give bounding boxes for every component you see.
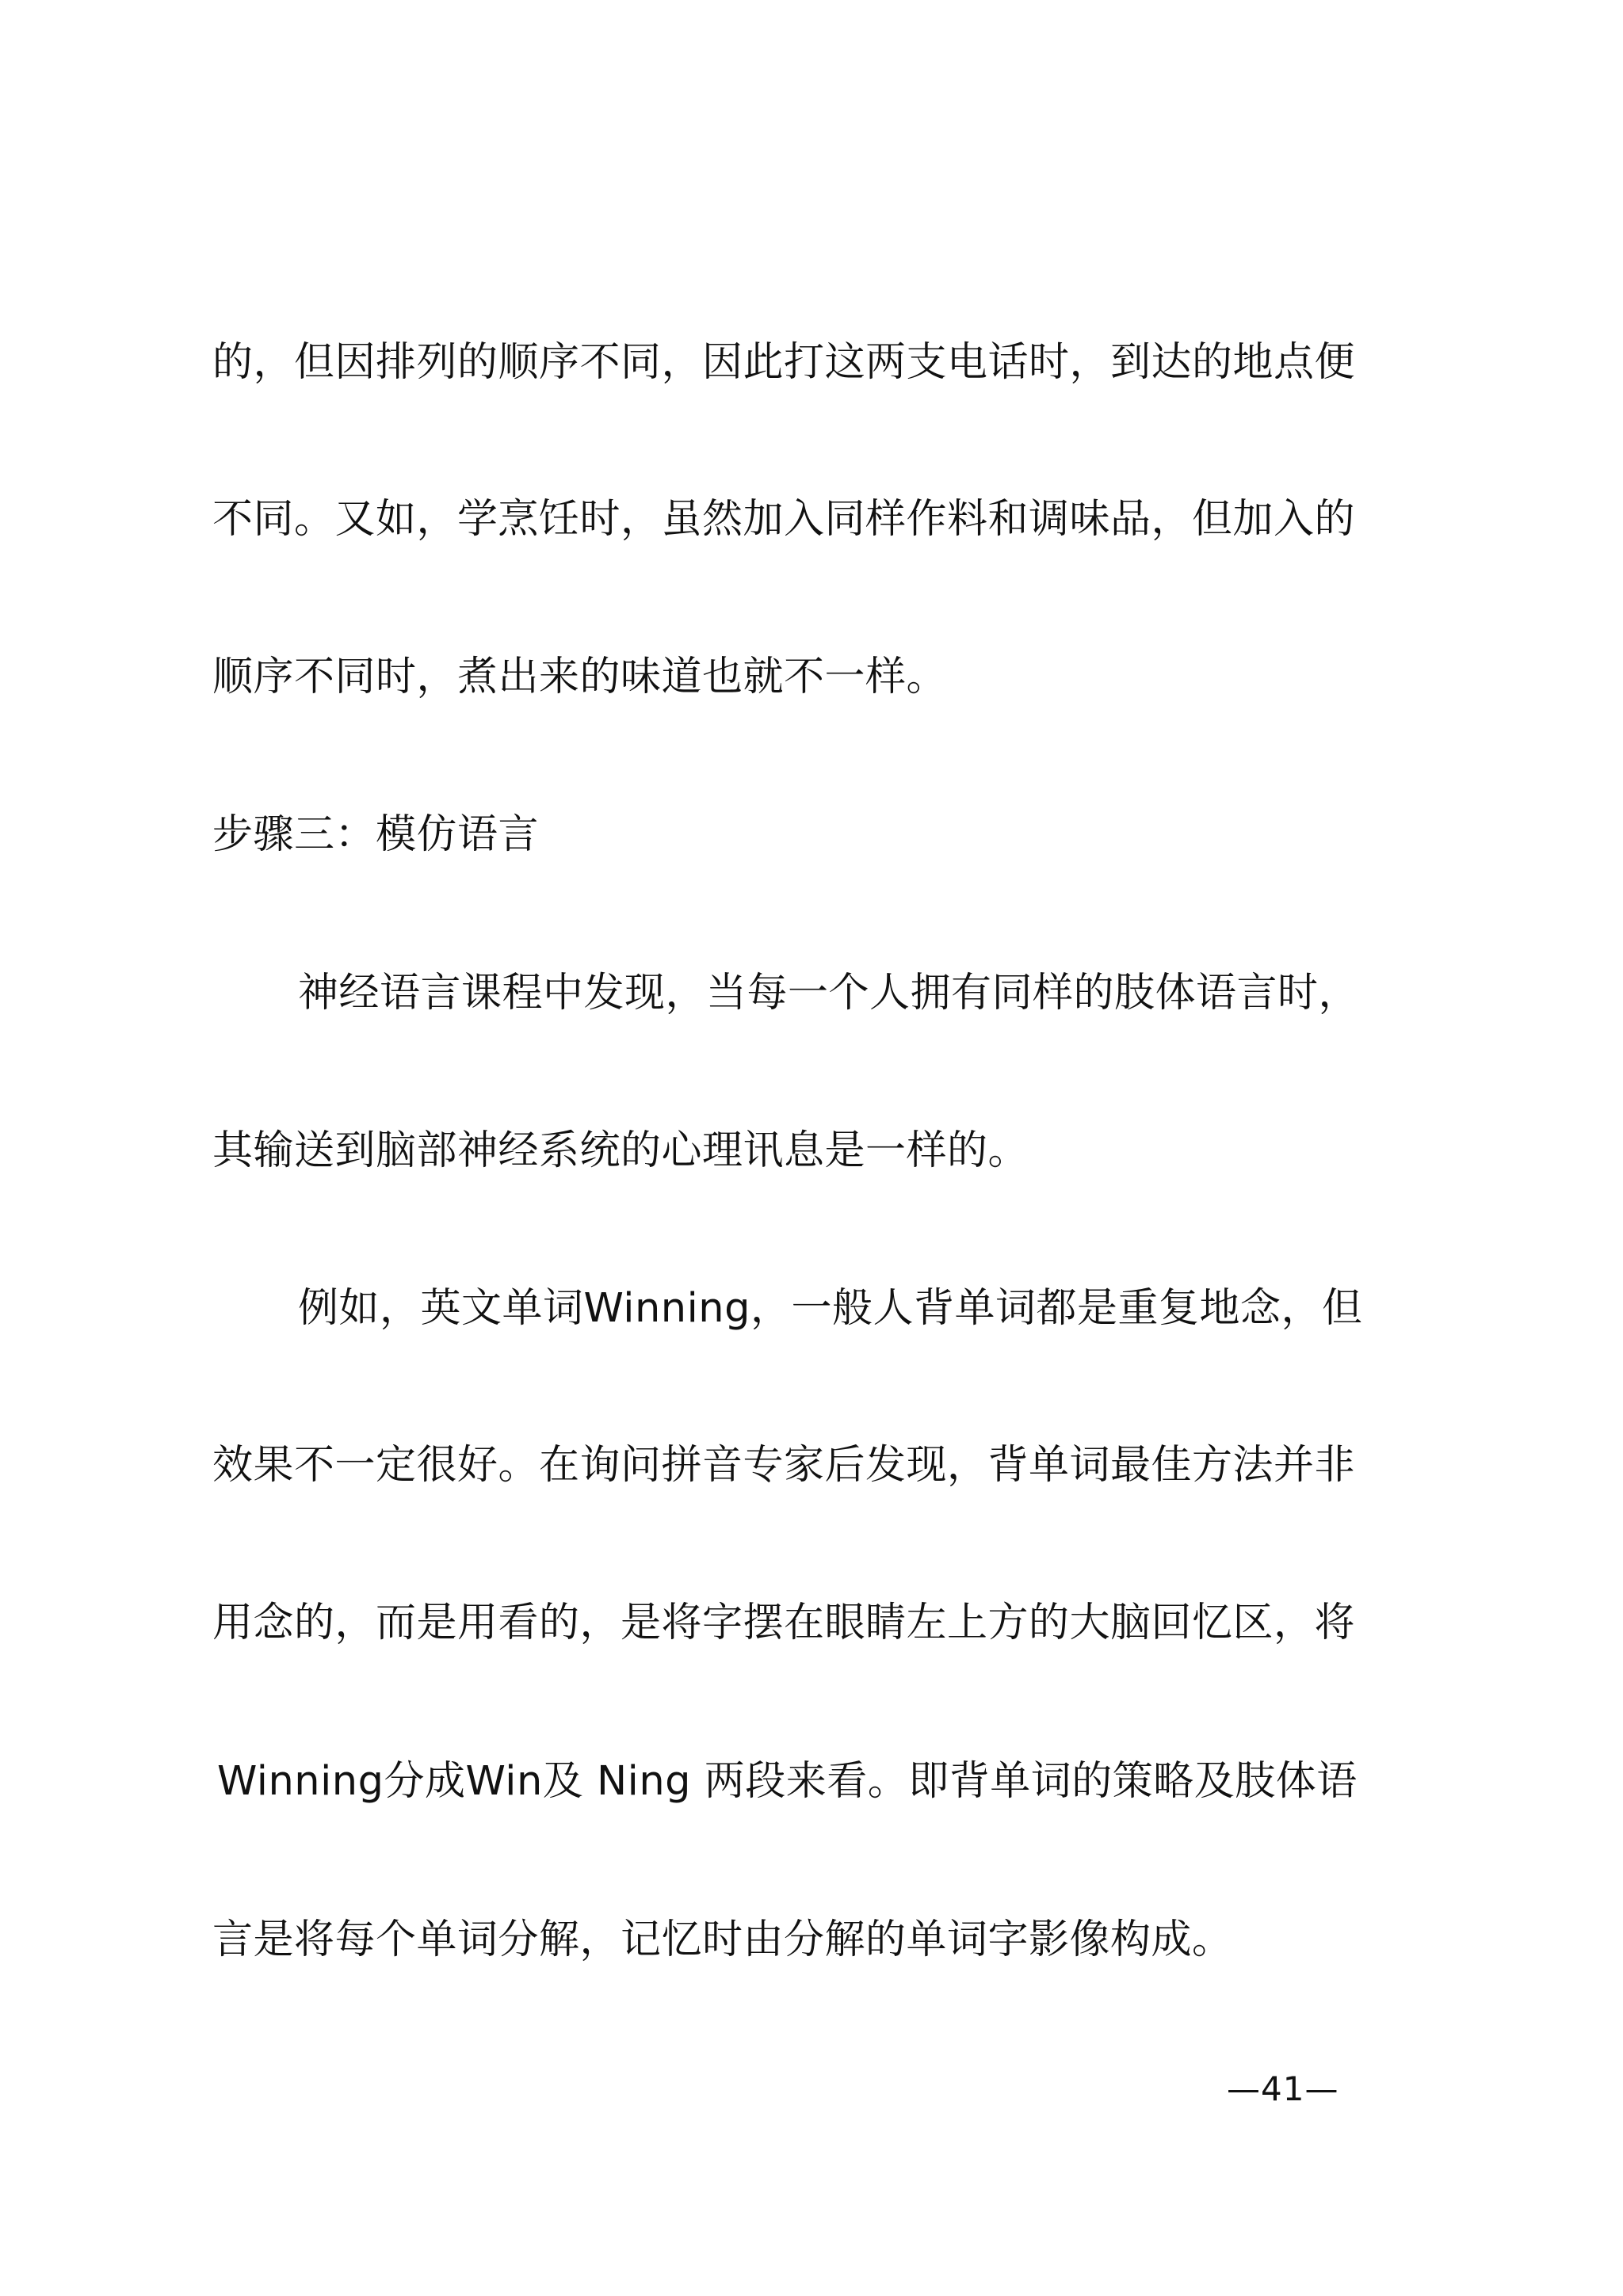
text-line-9: 用念的，而是用看的，是将字摆在眼睛左上方的大脑回忆区，将 [212,1600,1356,1646]
text-line-10: Winning分成Win及 Ning 两段来看。即背单词的策略及肢体语 [217,1758,1358,1805]
text-line-2: 不同。又如，学烹饪时，虽然加入同样作料和调味品，但加入的 [212,496,1356,543]
text-line-5: 神经语言课程中发现，当每一个人拥有同样的肢体语言时， [298,970,1360,1016]
text-line-1: 的，但因排列的顺序不同，因此打这两支电话时，到达的地点便 [212,339,1356,386]
text-line-11: 言是将每个单词分解，记忆时由分解的单词字影像构成。 [212,1917,1233,1963]
text-line-7: 例如，英文单词Winning，一般人背单词都是重复地念，但 [298,1285,1363,1332]
text-line-8: 效果不一定很好。在询问拼音专家后发现，背单词最佳方法并非 [212,1442,1356,1489]
text-line-3: 顺序不同时，煮出来的味道也就不一样。 [212,654,948,700]
page-number: —41— [1227,2069,1339,2108]
text-line-6: 其输送到脑部神经系统的心理讯息是一样的。 [212,1127,1029,1174]
section-heading: 步骤三：模仿语言 [212,811,540,858]
